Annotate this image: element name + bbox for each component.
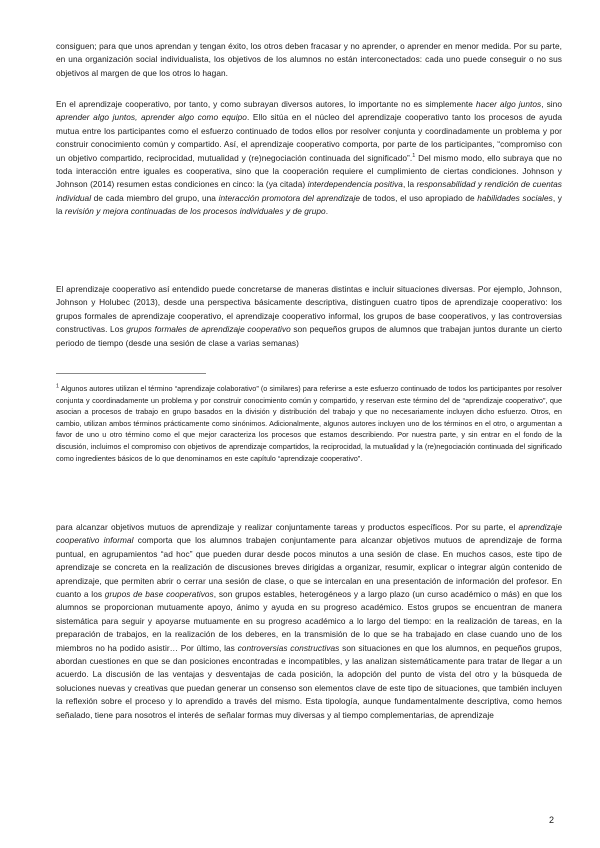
page-number: 2	[549, 815, 555, 825]
paragraph-cooperative-learning-core: En el aprendizaje cooperativo, por tanto, y como subrayan diversos autores, lo importante no es simplemente hacer algo juntos, sino aprender algo juntos, aprender algo como equipo. Ello sitúa en el núcleo del aprendizaje cooperativo tanto los procesos de ayuda mutua entre los participantes como el esfuerzo continuado de todos ellos por resolver conjunta y coordinadamente un problema y por construir conocimiento común y compartido. Así, el aprendizaje cooperativo comporta, por parte de los participantes, “compromiso con un objetivo compartido, reciprocidad, mutualidad y (re)negociación continuada del significado”.$^1$ Del mismo modo, ello subraya que no toda interacción entre iguales es cooperativa, sino que la cooperación requiere el cumplimiento de ciertas condiciones. Johnson y Johnson (2014) resumen estas condiciones en cinco: la (ya citada) interdependencia positiva, la responsabilidad y rendición de cuentas individual de cada miembro del grupo, una interacción promotora del aprendizaje de todos, el uso apropiado de habilidades sociales, y la revisión y mejora continuadas de los procesos individuales y de grupo.	[56, 99, 562, 217]
footnote-number: 1	[56, 383, 60, 390]
footnote-separator	[56, 373, 206, 374]
paragraph-continuation-types: para alcanzar objetivos mutuos de aprendizaje y realizar conjuntamente tareas y productos específicos. Por su parte, el aprendizaje cooperativo informal comporta que los alumnos trabajen conjuntamente para alcanzar objetivos mutuos de aprendizaje de forma puntual, en agrupamientos “ad hoc” que pueden durar desde pocos minutos a una sesión de clase. En muchos casos, este tipo de aprendizaje se concreta en la realización de discusiones breves dirigidas a organizar, resumir, explicar o integrar algún contenido de aprendizaje, que permiten abrir o cerrar una sesión de clase, o que se intercalan en una presentación de información del profesor. En cuanto a los grupos de base cooperativos, son grupos estables, heterogéneos y a largo plazo (un curso académico o más) en que los alumnos se proporcionan mutuamente apoyo, ánimo y ayuda en su progreso académico. Estos grupos se encuentran de manera sistemática para seguir y apoyarse mutuamente en su progreso académico a lo largo del tiempo: en la realización de tareas, en la preparación de trabajos, en la realización de los deberes, en la transmisión de lo que se ha trabajado en clase cuando uno de los miembros no ha podido asistir… Por último, las controversias constructivas son situaciones en que los alumnos, en pequeños grupos, abordan cuestiones en que se dan posiciones encontradas e incompatibles, y las analizan sistemáticamente para tratar de llegar a un acuerdo. La discusión de las ventajas y desventajas de cada posición, la adopción del punto de vista del otro y la búsqueda de soluciones nuevas y creativas que puedan generar un consenso son elementos clave de este tipo de situaciones, que también incluyen la reflexión sobre el proceso y lo aprendido a través del mismo. Esta tipología, aunque fundamentalmente descriptiva, como hemos señalado, tiene para nosotros el interés de señalar formas muy diversas y al tiempo complementarias, de aprendizaje	[56, 522, 563, 720]
paragraph-types-of-cooperative-learning: El aprendizaje cooperativo así entendido puede concretarse de maneras distintas e incluir situaciones diversas. Por ejemplo, Johnson, Johnson y Holubec (2013), desde una perspectiva básicamente descriptiva, distinguen cuatro tipos de aprendizaje cooperativo: los grupos formales de aprendizaje cooperativo, el aprendizaje cooperativo informal, los grupos de base cooperativos, y las controversias constructivas. Los grupos formales de aprendizaje cooperativo son pequeños grupos de alumnos que trabajan juntos durante un cierto periodo de tiempo (desde una sesión de clase a varias semanas)	[56, 284, 562, 348]
footnote: $^1$ Algunos autores utilizan el término “aprendizaje colaborativo” (o similares) para referirse a este esfuerzo continuado de todos los participantes por resolver conjunta y coordinadamente un problema y por construir conocimiento común y compartido, y reservan este término del de “aprendizaje cooperativo”, que asocian a procesos de trabajo en grupo basados en la división y distribución del trabajo y que no necesariamente incluyen dicho esfuerzo. Otros, en cambio, utilizan ambos términos prácticamente como sinónimos. Adicionalmente, algunos autores incluyen uno de los términos en el otro, o argumentan a favor de uno u otro término como el que mejor caracteriza los procesos que estamos describiendo. Por nuestra parte, y sin entrar en el fondo de la discusión, incluimos el compromiso con objetivos de aprendizaje compartidos, la reciprocidad, la mutualidad y la (re)negociación continuada del significado como ingredientes básicos de lo que denominamos en este capítulo “aprendizaje cooperativo”.	[56, 383, 562, 463]
footnote-reference[interactable]: 1	[412, 152, 416, 159]
paragraph-intro-continuation: consiguen; para que unos aprendan y tengan éxito, los otros deben fracasar y no aprender, o aprender en menor medida. Por su parte, en una organización social individualista, los objetivos de los alumnos no están interconectados: cada uno puede conseguir o no sus objetivos al margen de que los otros lo hagan.	[56, 41, 562, 78]
